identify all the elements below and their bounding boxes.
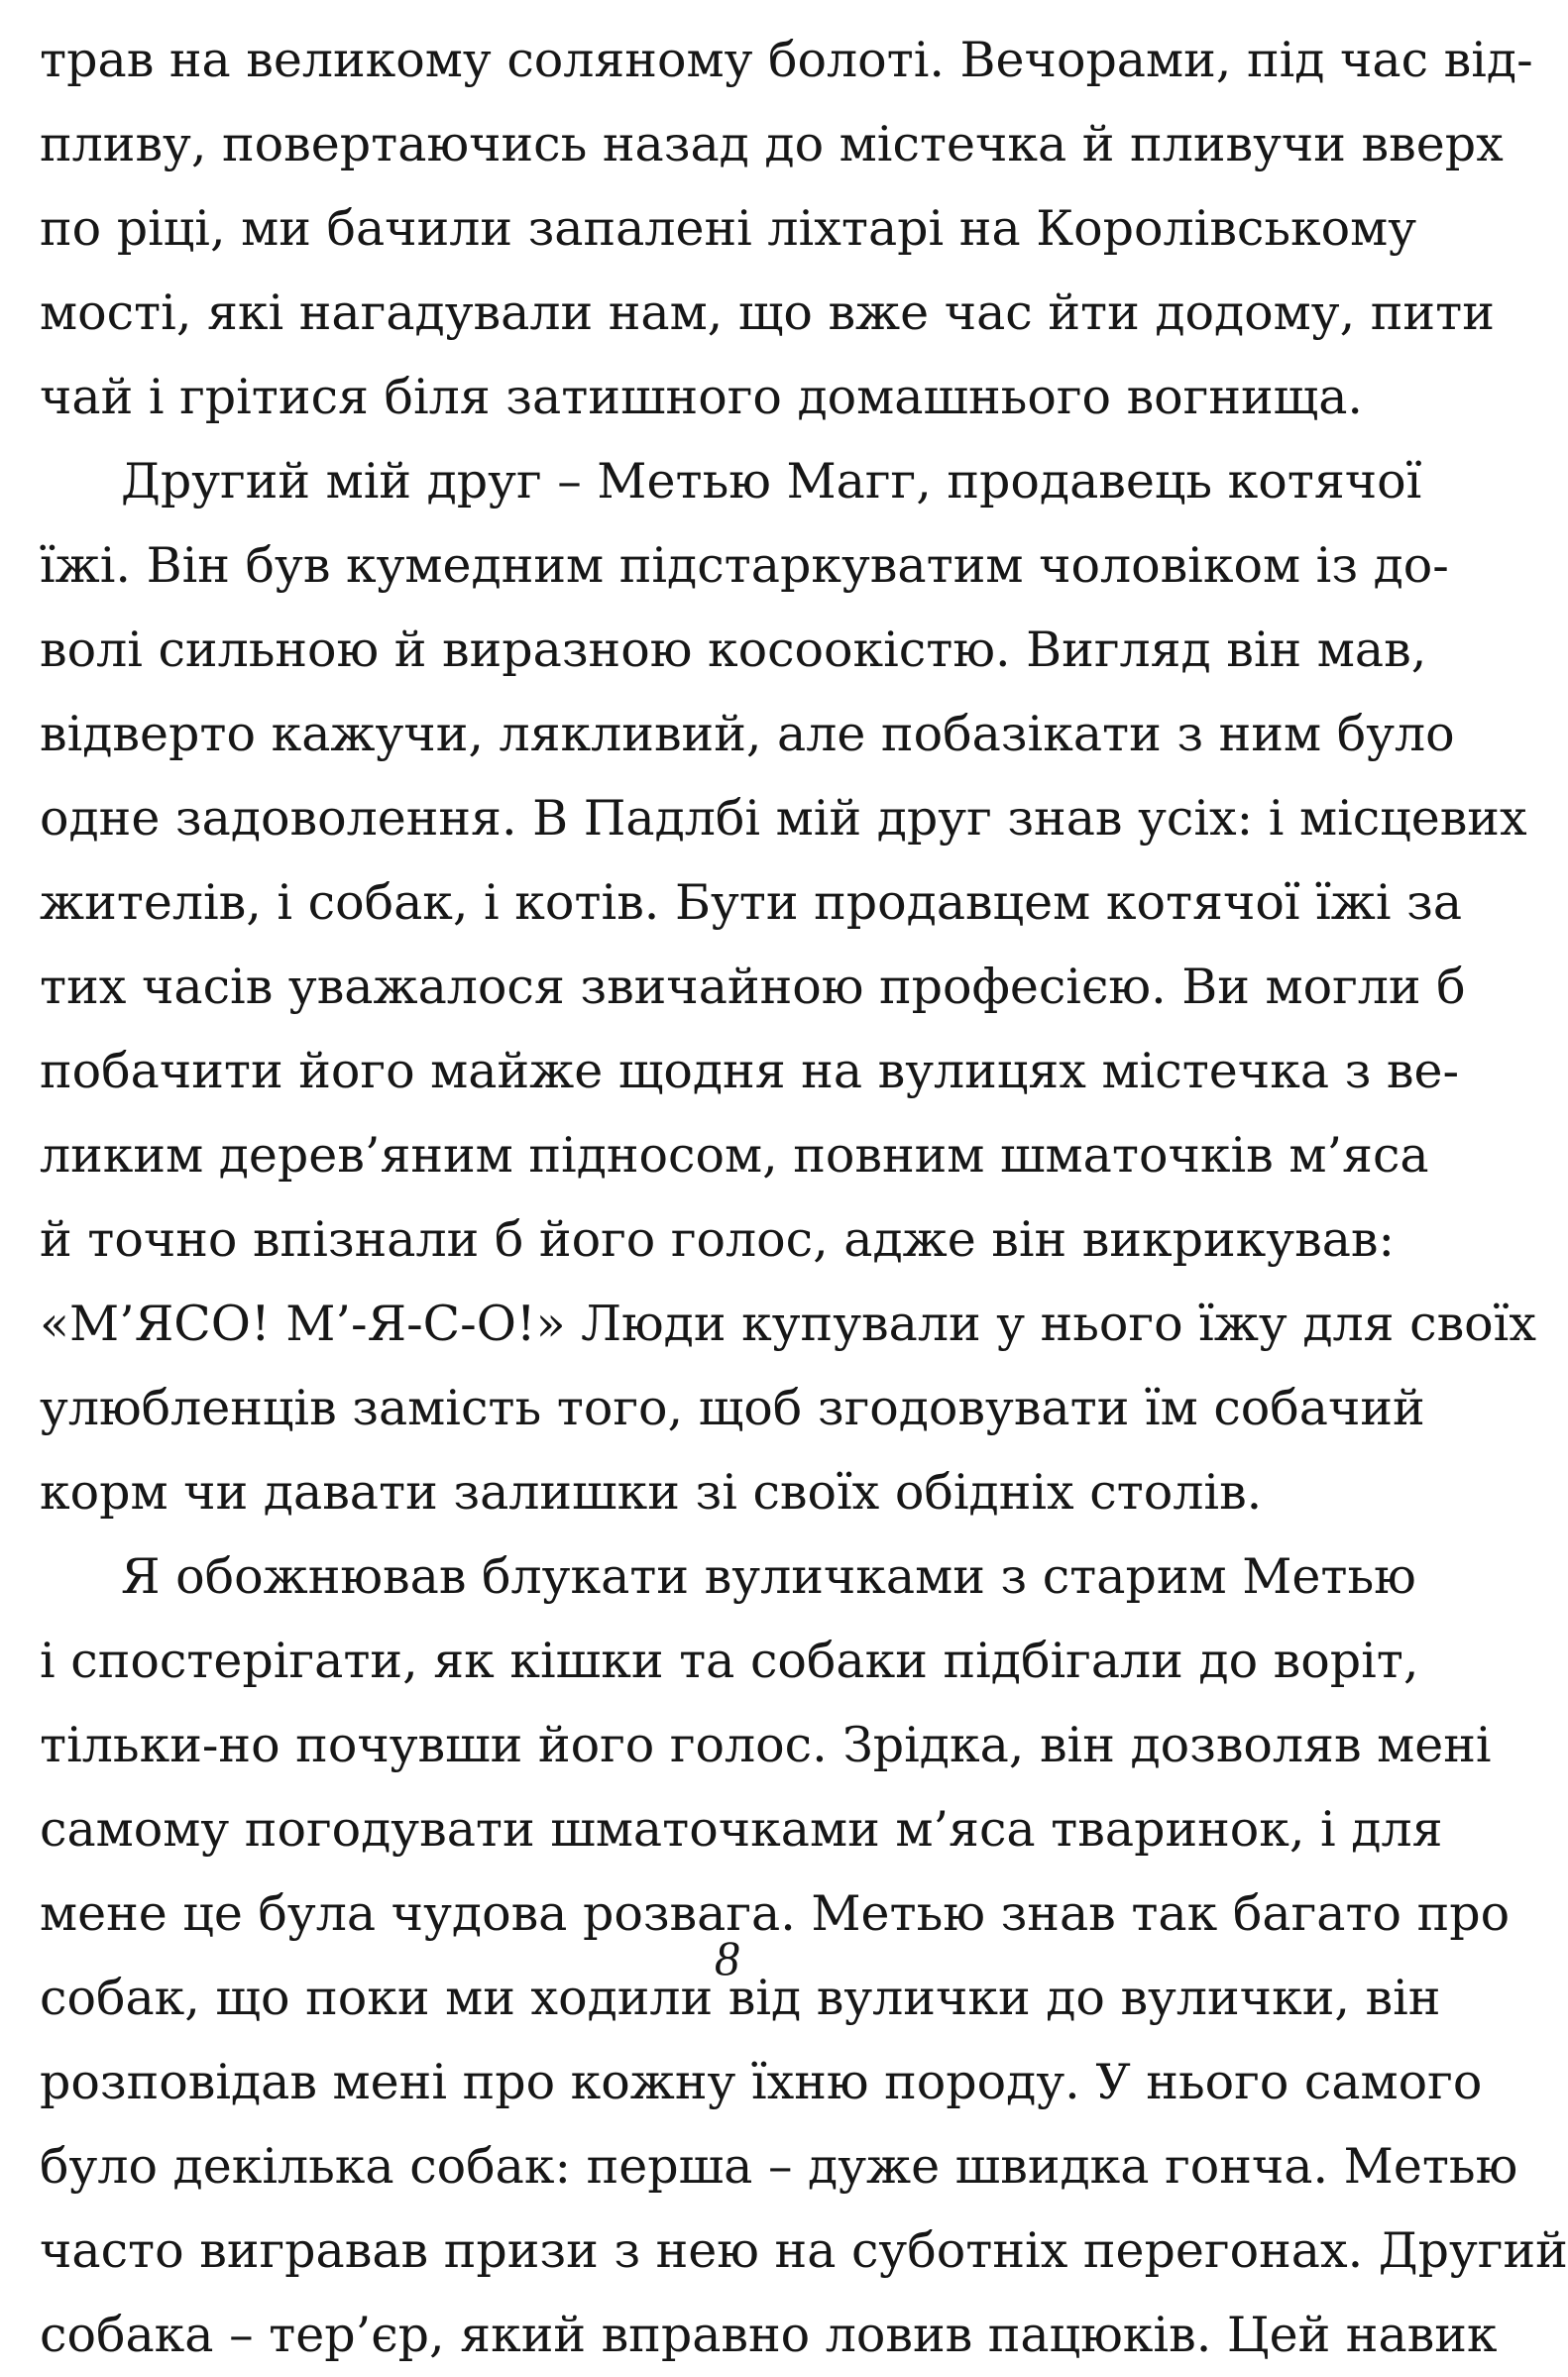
text-line: жителів, і собак, і котів. Бути продавцем котячої їжі за (40, 874, 1463, 931)
text-line: корм чи давати залишки зі своїх обідніх столів. (40, 1464, 1263, 1521)
text-line: волі сильною й виразною косоокістю. Вигляд він мав, (40, 622, 1427, 678)
text-line: мене це була чудова розвага. Метью знав так багато про (40, 1885, 1511, 1942)
text-line: мості, які нагадували нам, що вже час йти додому, пити (40, 284, 1495, 341)
text-line: тих часів уважалося звичайною професією. Ви могли б (40, 959, 1466, 1015)
text-line: розповідав мені про кожну їхню породу. У нього самого (40, 2054, 1483, 2110)
text-line: одне задоволення. В Падлбі мій друг знав усіх: і місцевих (40, 790, 1527, 847)
body-text (40, 18, 1568, 2377)
text-line: Другий мій друг – Метью Магг, продавець котячої (121, 453, 1422, 509)
text-line: побачити його майже щодня на вулицях містечка з ве- (40, 1043, 1460, 1099)
text-line: по ріці, ми бачили запалені ліхтарі на Королівському (40, 200, 1417, 257)
text-line: часто вигравав призи з нею на суботніх перегонах. Другий (40, 2222, 1568, 2279)
page-number: 8 (715, 1930, 739, 1985)
text-line: ликим дерев’яним підносом, повним шматочків м’яса (40, 1127, 1429, 1184)
text-line: і спостерігати, як кішки та собаки підбігали до воріт, (40, 1633, 1419, 1689)
text-line: Я обожнював блукати вуличками з старим Метью (121, 1548, 1416, 1605)
text-line: улюбленців замість того, щоб згодовувати їм собачий (40, 1380, 1425, 1436)
text-line: відверто кажучи, лякливий, але побазікати з ним було (40, 706, 1455, 762)
text-line: самому погодувати шматочками м’яса тваринок, і для (40, 1801, 1443, 1858)
text-line: їжі. Він був кумедним підстаркуватим чоловіком із до- (40, 537, 1449, 594)
text-line: тільки-но почувши його голос. Зрідка, він дозволяв мені (40, 1717, 1492, 1773)
text-line: трав на великому соляному болоті. Вечорами, під час від- (40, 32, 1533, 88)
text-line: було декілька собак: перша – дуже швидка гонча. Метью (40, 2138, 1518, 2195)
text-line: собака – тер’єр, який вправно ловив пацюків. Цей навик (40, 2307, 1498, 2363)
text-line: й точно впізнали б його голос, адже він викрикував: (40, 1211, 1395, 1268)
text-line: пливу, повертаючись назад до містечка й пливучи вверх (40, 116, 1504, 172)
text-line: собак, що поки ми ходили від вулички до вулички, він (40, 1970, 1441, 2026)
text-line: чай і грітися біля затишного домашнього вогнища. (40, 369, 1364, 425)
text-line: «М’ЯСО! М’-Я-С-О!» Люди купували у нього їжу для своїх (40, 1296, 1536, 1352)
